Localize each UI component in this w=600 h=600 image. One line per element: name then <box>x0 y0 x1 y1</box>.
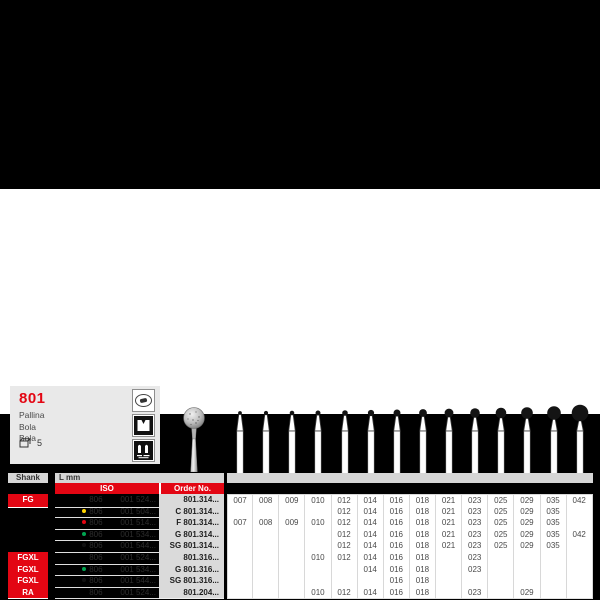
size-cell-035: 035 <box>541 529 567 542</box>
size-cell-012: 012 <box>332 517 358 530</box>
usage-icons <box>132 389 155 462</box>
table-row <box>8 575 594 587</box>
size-cell-014: 014 <box>358 587 384 600</box>
iso-number-cell: 806 204 001 524... <box>55 587 159 600</box>
pack-quantity: 5 <box>37 438 43 448</box>
size-cell-023: 023 <box>462 587 488 600</box>
order-number-cell: 801.314... <box>159 494 224 508</box>
size-cell-018: 018 <box>410 494 436 508</box>
catalog-table <box>8 473 594 598</box>
size-cell-014: 014 <box>358 517 384 530</box>
size-cell-021: 021 <box>436 517 462 530</box>
size-cell-029: 029 <box>514 517 540 530</box>
size-cell-007: 007 <box>227 517 253 530</box>
table-row <box>8 540 594 552</box>
bur-pictogram-008 <box>253 395 279 475</box>
order-number-cell: G 801.316... <box>159 564 224 577</box>
table-header-row-2 <box>8 483 594 494</box>
grit-dot-black <box>82 543 86 547</box>
product-info-box <box>10 386 160 464</box>
shank-badge-ra: RA <box>8 587 48 600</box>
size-cell-009: 009 <box>279 494 305 508</box>
table-row <box>8 529 594 541</box>
grit-dot-green <box>82 567 86 571</box>
size-cell-035: 035 <box>541 540 567 553</box>
table-row <box>8 587 594 599</box>
size-cell-025: 025 <box>488 494 514 508</box>
size-cell-014: 014 <box>358 564 384 577</box>
figure-number: 801 <box>19 390 46 407</box>
size-cell-012: 012 <box>332 587 358 600</box>
size-cell-035: 035 <box>541 517 567 530</box>
size-cell-012: 012 <box>332 552 358 565</box>
grit-dot-red <box>82 520 86 524</box>
pack-quantity-row <box>19 438 42 448</box>
bur-pictogram-023 <box>462 395 488 475</box>
size-cell-025: 025 <box>488 506 514 519</box>
size-cell-014: 014 <box>358 529 384 542</box>
size-cell-035: 035 <box>541 506 567 519</box>
size-cell-025: 025 <box>488 529 514 542</box>
table-body <box>8 494 594 598</box>
size-cell-035 <box>541 587 567 600</box>
product-name-bola-1: Bola <box>19 421 37 432</box>
iso-number-cell: 806 314 001 544... <box>55 540 159 553</box>
size-cell-021: 021 <box>436 540 462 553</box>
order-number-cell: F 801.314... <box>159 517 224 530</box>
size-cell-008: 008 <box>253 517 279 530</box>
pack-quantity-icon <box>19 438 32 448</box>
size-cell-008: 008 <box>253 494 279 508</box>
order-number-cell: G 801.314... <box>159 529 224 542</box>
size-cell-016: 016 <box>384 506 410 519</box>
size-cell-025 <box>488 587 514 600</box>
size-cell-010: 010 <box>305 552 331 565</box>
size-cell-016: 016 <box>384 552 410 565</box>
size-cell-007: 007 <box>227 494 253 508</box>
size-cell-016: 016 <box>384 494 410 508</box>
size-cell-016: 016 <box>384 564 410 577</box>
size-cell-018: 018 <box>410 564 436 577</box>
table-row <box>8 564 594 576</box>
size-cell-012: 012 <box>332 529 358 542</box>
bur-illustration <box>177 406 211 477</box>
size-cell-023: 023 <box>462 517 488 530</box>
size-cell-012: 012 <box>332 540 358 553</box>
size-pictograms <box>227 395 593 475</box>
shank-badge-fg: FG <box>8 494 48 508</box>
size-cell-042: 042 <box>567 494 593 508</box>
order-number-cell: C 801.314... <box>159 506 224 519</box>
bur-pictogram-029 <box>514 395 540 475</box>
size-cell-029: 029 <box>514 540 540 553</box>
handpiece-speed-icon <box>132 389 155 412</box>
iso-number-cell: 806 314 001 504... <box>55 506 159 519</box>
size-cell-009 <box>279 587 305 600</box>
size-cell-014: 014 <box>358 540 384 553</box>
iso-number-cell: 806 314 001 534... <box>55 564 159 577</box>
bur-pictogram-018 <box>410 395 436 475</box>
size-cell-029: 029 <box>514 494 540 508</box>
size-cell-014: 014 <box>358 506 384 519</box>
iso-number-cell: 806 314 001 514... <box>55 517 159 530</box>
bur-pictogram-012 <box>332 395 358 475</box>
crown-prep-icon <box>132 439 155 462</box>
size-cell-035: 035 <box>541 494 567 508</box>
l-mm-column-header: L mm <box>55 473 224 483</box>
order-number-cell: SG 801.316... <box>159 575 224 588</box>
size-cell-007 <box>227 587 253 600</box>
size-cell-010: 010 <box>305 587 331 600</box>
size-cell-012: 012 <box>332 506 358 519</box>
size-cell-009: 009 <box>279 517 305 530</box>
catalog-content-band <box>0 189 600 597</box>
size-cell-025: 025 <box>488 517 514 530</box>
size-cell-014: 014 <box>358 494 384 508</box>
size-cell-018: 018 <box>410 517 436 530</box>
grit-dot-green <box>82 532 86 536</box>
table-row <box>8 552 594 564</box>
size-cell-018: 018 <box>410 575 436 588</box>
sizes-header-bar <box>227 473 593 483</box>
table-row <box>8 506 594 518</box>
bur-pictogram-009 <box>279 395 305 475</box>
bur-pictogram-042 <box>567 395 593 475</box>
size-cell-016: 016 <box>384 575 410 588</box>
size-cell-021 <box>436 587 462 600</box>
size-cell-018: 018 <box>410 506 436 519</box>
size-cell-010: 010 <box>305 517 331 530</box>
order-number-cell: SG 801.314... <box>159 540 224 553</box>
size-cell-018: 018 <box>410 587 436 600</box>
table-row <box>8 494 594 506</box>
shank-column-header: Shank <box>8 473 48 483</box>
size-cell-008 <box>253 587 279 600</box>
iso-number-cell: 806 314 001 524... <box>55 552 159 565</box>
bur-pictogram-016 <box>384 395 410 475</box>
size-cell-021: 021 <box>436 506 462 519</box>
order-number-cell: 801.316... <box>159 552 224 565</box>
iso-number-cell: 806 314 001 524... <box>55 494 159 508</box>
size-cell-021: 021 <box>436 494 462 508</box>
iso-number-cell: 806 314 001 544... <box>55 575 159 588</box>
grit-dot-black <box>82 578 86 582</box>
size-cell-016: 016 <box>384 540 410 553</box>
size-cell-012: 012 <box>332 494 358 508</box>
shank-badge-fgxl: FGXL <box>8 575 48 588</box>
bur-pictogram-021 <box>436 395 462 475</box>
size-cell-023: 023 <box>462 540 488 553</box>
size-cell-023: 023 <box>462 552 488 565</box>
order-number-cell: 801.204... <box>159 587 224 600</box>
size-cell-018: 018 <box>410 552 436 565</box>
size-cell-029: 029 <box>514 529 540 542</box>
bur-pictogram-025 <box>488 395 514 475</box>
size-cell-016: 016 <box>384 587 410 600</box>
bur-pictogram-010 <box>305 395 331 475</box>
size-cell-042 <box>567 587 593 600</box>
size-cell-016: 016 <box>384 529 410 542</box>
iso-column-header: ISO <box>55 483 159 494</box>
table-header-row-1 <box>8 473 594 483</box>
table-row <box>8 517 594 529</box>
size-cell-029: 029 <box>514 506 540 519</box>
size-cell-010: 010 <box>305 494 331 508</box>
bur-pictogram-035 <box>541 395 567 475</box>
size-cell-042: 042 <box>567 529 593 542</box>
bur-pictogram-007 <box>227 395 253 475</box>
size-cell-021: 021 <box>436 529 462 542</box>
size-cell-023: 023 <box>462 564 488 577</box>
size-cell-023: 023 <box>462 529 488 542</box>
shank-badge-fgxl: FGXL <box>8 564 48 577</box>
product-name-pallina: Pallina <box>19 410 45 420</box>
grit-dot-yellow <box>82 509 86 513</box>
size-cell-023: 023 <box>462 494 488 508</box>
product-name-bola-2: Bola <box>19 433 37 443</box>
size-cell-016: 016 <box>384 517 410 530</box>
size-cell-014: 014 <box>358 552 384 565</box>
iso-number-cell: 806 314 001 534... <box>55 529 159 542</box>
size-cell-018: 018 <box>410 529 436 542</box>
bur-pictogram-014 <box>358 395 384 475</box>
size-cell-025: 025 <box>488 540 514 553</box>
shank-badge-fgxl: FGXL <box>8 552 48 565</box>
order-no-column-header: Order No. <box>159 483 224 494</box>
size-cell-018: 018 <box>410 540 436 553</box>
size-cell-023: 023 <box>462 506 488 519</box>
cavity-prep-icon <box>132 414 155 437</box>
size-cell-029: 029 <box>514 587 540 600</box>
